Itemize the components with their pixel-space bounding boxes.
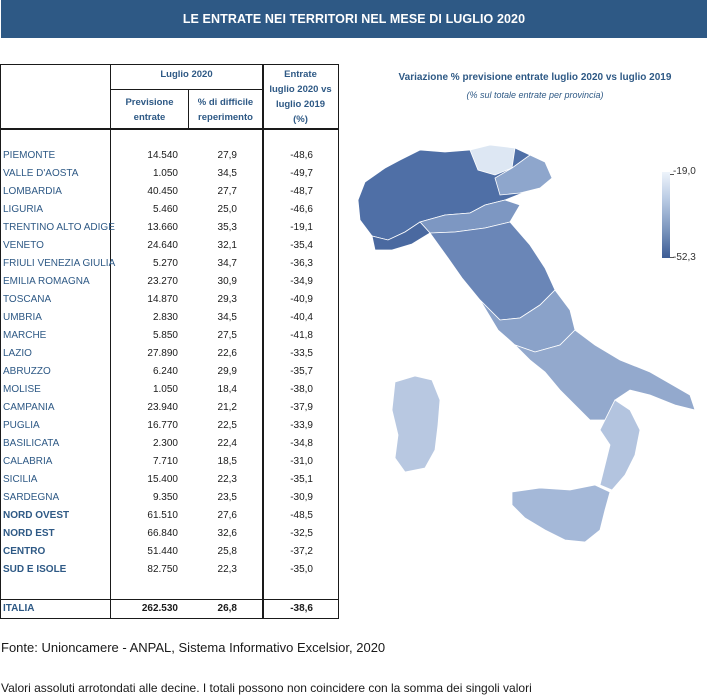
previsione-entrate: 1.050 — [152, 168, 178, 179]
macro-area-row — [0, 544, 337, 562]
difficile-reperimento: 18,5 — [217, 456, 237, 467]
rounding-note: Valori assoluti arrotondati alle decine. I totali possono non coincidere con la somma dei singoli valori — [1, 681, 532, 695]
variazione-percentuale: -19,1 — [290, 222, 313, 233]
map-sardegna — [392, 376, 440, 472]
region-name: MARCHE — [3, 330, 47, 341]
region-name: SARDEGNA — [3, 492, 60, 503]
variazione-percentuale: -40,4 — [290, 312, 313, 323]
difficile-reperimento: 32,1 — [217, 240, 237, 251]
difficile-reperimento: 26,8 — [217, 603, 237, 614]
region-name: SICILIA — [3, 474, 38, 485]
table-row — [0, 364, 337, 382]
difficile-reperimento: 34,5 — [217, 312, 237, 323]
previsione-entrate: 23.940 — [147, 402, 178, 413]
variazione-percentuale: -49,7 — [290, 168, 313, 179]
region-name: NORD OVEST — [3, 510, 70, 521]
previsione-entrate: 5.270 — [152, 258, 178, 269]
macro-area-row — [0, 526, 337, 544]
variazione-percentuale: -37,2 — [290, 546, 313, 557]
table-row — [0, 184, 337, 202]
region-name: EMILIA ROMAGNA — [3, 276, 90, 287]
difficile-reperimento: 27,7 — [217, 186, 237, 197]
page-title: LE ENTRATE NEI TERRITORI NEL MESE DI LUGLIO 2020 — [1, 0, 707, 38]
col3-line3: luglio 2019 — [275, 99, 326, 110]
table-row — [0, 490, 337, 508]
difficile-reperimento: 18,4 — [217, 384, 237, 395]
previsione-entrate: 24.640 — [147, 240, 178, 251]
previsione-entrate: 5.460 — [152, 204, 178, 215]
map-title: Variazione % previsione entrate luglio 2020 vs luglio 2019 — [398, 72, 672, 83]
previsione-entrate: 5.850 — [152, 330, 178, 341]
region-name: BASILICATA — [3, 438, 60, 449]
col2-line1: % di difficile — [197, 97, 254, 108]
table-row — [0, 436, 337, 454]
difficile-reperimento: 35,3 — [217, 222, 237, 233]
difficile-reperimento: 22,4 — [217, 438, 237, 449]
col3-line1: Entrate — [284, 69, 317, 80]
col1-line2: entrate — [133, 112, 166, 123]
previsione-entrate: 2.300 — [152, 438, 178, 449]
col2-line2: reperimento — [198, 112, 253, 123]
table-row — [0, 472, 337, 490]
difficile-reperimento: 23,5 — [217, 492, 237, 503]
col-header-variazione — [264, 67, 337, 127]
table-row — [0, 454, 337, 472]
variazione-percentuale: -33,5 — [290, 348, 313, 359]
variazione-percentuale: -40,9 — [290, 294, 313, 305]
difficile-reperimento: 29,3 — [217, 294, 237, 305]
difficile-reperimento: 22,5 — [217, 420, 237, 431]
map-south — [515, 330, 695, 420]
col-header-difficile — [189, 95, 262, 125]
difficile-reperimento: 22,6 — [217, 348, 237, 359]
variazione-percentuale: -35,0 — [290, 564, 313, 575]
col3-line2: luglio 2020 vs — [269, 84, 332, 95]
previsione-entrate: 7.710 — [152, 456, 178, 467]
table-row — [0, 310, 337, 328]
map-friuli-veneto — [495, 155, 552, 195]
map-subtitle: (% sul totale entrate per provincia) — [466, 90, 604, 100]
map-legend-scale — [662, 172, 670, 258]
map-trentino — [470, 145, 515, 175]
region-name: VENETO — [3, 240, 44, 251]
source-note: Fonte: Unioncamere - ANPAL, Sistema Informativo Excelsior, 2020 — [1, 640, 386, 655]
map-emilia — [420, 200, 520, 233]
table-row — [0, 238, 337, 256]
variazione-percentuale: -38,0 — [290, 384, 313, 395]
region-name: PUGLIA — [3, 420, 40, 431]
total-rule — [0, 599, 339, 600]
region-name: LOMBARDIA — [3, 186, 62, 197]
difficile-reperimento: 27,5 — [217, 330, 237, 341]
table-row — [0, 292, 337, 310]
variazione-percentuale: -35,1 — [290, 474, 313, 485]
difficile-reperimento: 29,9 — [217, 366, 237, 377]
previsione-entrate: 66.840 — [147, 528, 178, 539]
variazione-percentuale: -48,6 — [290, 150, 313, 161]
difficile-reperimento: 25,8 — [217, 546, 237, 557]
difficile-reperimento: 21,2 — [217, 402, 237, 413]
region-name: ABRUZZO — [3, 366, 51, 377]
difficile-reperimento: 22,3 — [217, 474, 237, 485]
previsione-entrate: 9.350 — [152, 492, 178, 503]
previsione-entrate: 61.510 — [147, 510, 178, 521]
difficile-reperimento: 25,0 — [217, 204, 237, 215]
region-name: ITALIA — [3, 603, 35, 614]
previsione-entrate: 1.050 — [152, 384, 178, 395]
variazione-percentuale: -48,5 — [290, 510, 313, 521]
data-table — [0, 64, 339, 619]
map-mainland-north — [358, 145, 552, 240]
table-row — [0, 220, 337, 238]
variazione-percentuale: -46,6 — [290, 204, 313, 215]
macro-area-row — [0, 508, 337, 526]
header-rule — [110, 89, 263, 90]
region-name: CALABRIA — [3, 456, 53, 467]
region-name: CAMPANIA — [3, 402, 55, 413]
previsione-entrate: 14.540 — [147, 150, 178, 161]
region-name: NORD EST — [3, 528, 55, 539]
difficile-reperimento: 34,5 — [217, 168, 237, 179]
region-name: SUD E ISOLE — [3, 564, 67, 575]
variazione-percentuale: -34,8 — [290, 438, 313, 449]
variazione-percentuale: -38,6 — [290, 603, 313, 614]
previsione-entrate: 13.660 — [147, 222, 178, 233]
variazione-percentuale: -35,4 — [290, 240, 313, 251]
col-header-entrate — [111, 95, 188, 125]
previsione-entrate: 82.750 — [147, 564, 178, 575]
variazione-percentuale: -31,0 — [290, 456, 313, 467]
region-name: TOSCANA — [3, 294, 52, 305]
table-row — [0, 148, 337, 166]
region-name: VALLE D'AOSTA — [3, 168, 79, 179]
previsione-entrate: 51.440 — [147, 546, 178, 557]
region-name: CENTRO — [3, 546, 46, 557]
map-liguria — [372, 222, 430, 250]
region-name: PIEMONTE — [3, 150, 56, 161]
region-name: LIGURIA — [3, 204, 44, 215]
table-row — [0, 328, 337, 346]
variazione-percentuale: -36,3 — [290, 258, 313, 269]
table-row — [0, 400, 337, 418]
region-name: MOLISE — [3, 384, 41, 395]
macro-area-row — [0, 562, 337, 580]
region-name: LAZIO — [3, 348, 32, 359]
table-row — [0, 418, 337, 436]
table-row — [0, 274, 337, 292]
map-calabria — [600, 400, 640, 490]
difficile-reperimento: 22,3 — [217, 564, 237, 575]
table-row — [0, 166, 337, 184]
previsione-entrate: 23.270 — [147, 276, 178, 287]
variazione-percentuale: -35,7 — [290, 366, 313, 377]
variazione-percentuale: -32,5 — [290, 528, 313, 539]
difficile-reperimento: 32,6 — [217, 528, 237, 539]
region-name: FRIULI VENEZIA GIULIA — [3, 258, 116, 269]
map-sicilia — [512, 485, 610, 542]
col3-line4: (%) — [293, 114, 308, 125]
table-row — [0, 346, 337, 364]
legend-min-label: -52,3 — [673, 252, 696, 263]
variazione-percentuale: -41,8 — [290, 330, 313, 341]
table-row — [0, 256, 337, 274]
previsione-entrate: 16.770 — [147, 420, 178, 431]
previsione-entrate: 262.530 — [141, 603, 178, 614]
group-header: Luglio 2020 — [160, 69, 213, 80]
previsione-entrate: 14.870 — [147, 294, 178, 305]
difficile-reperimento: 27,6 — [217, 510, 237, 521]
map-lazio-abruzzo — [480, 290, 575, 352]
difficile-reperimento: 27,9 — [217, 150, 237, 161]
previsione-entrate: 40.450 — [147, 186, 178, 197]
variazione-percentuale: -48,7 — [290, 186, 313, 197]
variazione-percentuale: -37,9 — [290, 402, 313, 413]
table-row — [0, 202, 337, 220]
difficile-reperimento: 30,9 — [217, 276, 237, 287]
col1-line1: Previsione — [125, 97, 174, 108]
legend-max-label: -19,0 — [673, 166, 696, 177]
previsione-entrate: 15.400 — [147, 474, 178, 485]
variazione-percentuale: -34,9 — [290, 276, 313, 287]
header-bottom-rule — [0, 128, 339, 130]
total-row — [0, 601, 337, 619]
variazione-percentuale: -33,9 — [290, 420, 313, 431]
difficile-reperimento: 34,7 — [217, 258, 237, 269]
previsione-entrate: 2.830 — [152, 312, 178, 323]
region-name: UMBRIA — [3, 312, 42, 323]
table-row — [0, 382, 337, 400]
previsione-entrate: 27.890 — [147, 348, 178, 359]
previsione-entrate: 6.240 — [152, 366, 178, 377]
variazione-percentuale: -30,9 — [290, 492, 313, 503]
map-centre — [430, 222, 555, 320]
region-name: TRENTINO ALTO ADIGE — [3, 222, 115, 233]
